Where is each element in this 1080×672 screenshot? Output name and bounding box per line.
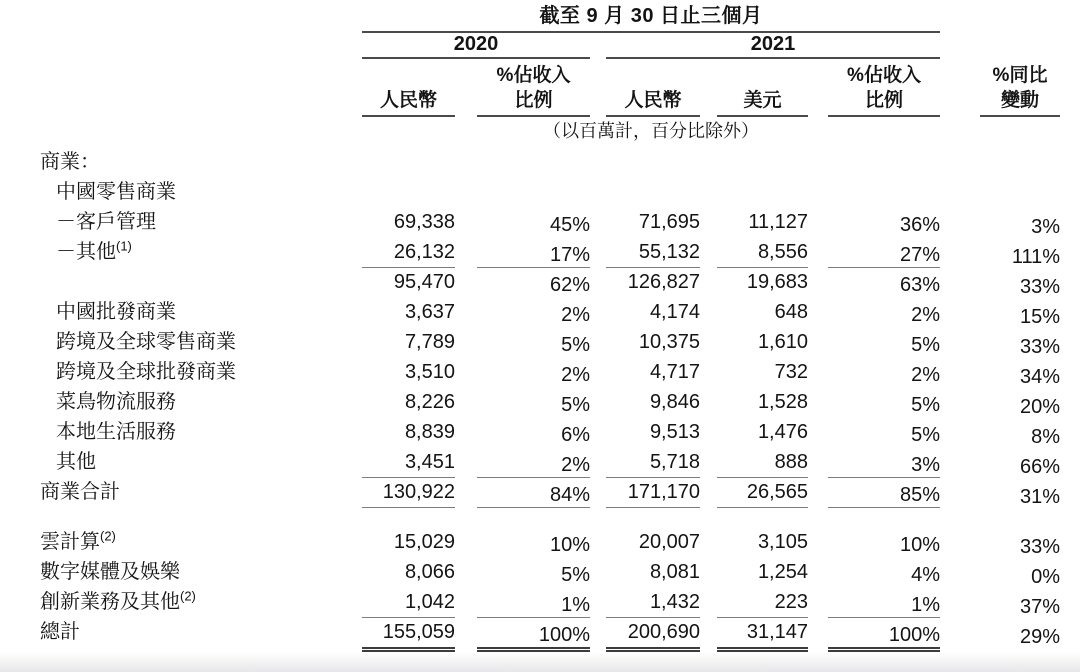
footnote-marker: (2) (100, 528, 116, 544)
cell-yoy: 33% (1019, 276, 1060, 298)
cell-pct-2020: 2% (561, 364, 590, 386)
cell-rmb-2021: 10,375 (638, 331, 700, 353)
cell-rmb-2021: 20,007 (638, 531, 700, 553)
cell-rmb-2021: 4,174 (649, 301, 700, 323)
table-row (30, 237, 1060, 267)
table-row (30, 147, 1060, 177)
cell-usd-2021: 3,105 (757, 531, 808, 553)
col-header-line2: 比例 (864, 90, 903, 111)
cell-pct-2020: 5% (561, 394, 590, 416)
table-row (30, 207, 1060, 237)
cell-usd-2021 (717, 147, 808, 177)
col-header-line2: 變動 (1000, 90, 1039, 111)
footnote-marker: (2) (180, 588, 196, 604)
revenue-table (30, 2, 1060, 647)
row-label: 總計 (40, 621, 80, 643)
col-header-line2: 人民幣 (624, 90, 682, 111)
cell-yoy: 37% (1019, 596, 1060, 618)
table-row (30, 557, 1060, 587)
year-2021-header: 2021 (606, 33, 940, 59)
cell-pct-2020: 100% (477, 617, 590, 652)
cell-rmb-2021: 8,081 (649, 561, 700, 583)
cell-pct-2021: 2% (911, 364, 940, 386)
cell-rmb-2021: 4,717 (649, 361, 700, 383)
row-label: 跨境及全球批發商業 (56, 361, 236, 383)
table-row (30, 477, 1060, 507)
row-label: 雲計算$^{(2)}$ (40, 528, 116, 553)
cell-usd-2021: 1,528 (757, 391, 808, 413)
row-label: 跨境及全球零售商業 (56, 331, 236, 353)
cell-pct-2020: 2% (561, 304, 590, 326)
cell-pct-2021: 36% (899, 214, 940, 236)
col-header-line1: %佔收入 (496, 65, 571, 86)
cell-pct-2021: 85% (828, 477, 940, 508)
cell-pct-2021: 4% (911, 564, 940, 586)
cell-rmb-2020 (362, 177, 455, 207)
cell-yoy: 31% (1019, 486, 1060, 508)
row-label: 本地生活服務 (56, 421, 176, 443)
cell-pct-2020: 2% (477, 447, 590, 478)
col-header-rmb-2020 (362, 59, 455, 117)
cell-pct-2020: 1% (477, 587, 590, 618)
column-header-row (30, 59, 1060, 117)
cell-rmb-2020: 3,510 (404, 361, 455, 383)
cell-rmb-2021 (606, 177, 700, 207)
unit-note: （以百萬計，百分比除外） (543, 121, 759, 141)
cell-rmb-2020: 155,059 (362, 617, 455, 652)
row-label: 菜鳥物流服務 (56, 391, 176, 413)
cell-pct-2020: 17% (477, 237, 590, 268)
cell-rmb-2020 (362, 147, 455, 177)
cell-usd-2021: 223 (717, 587, 808, 618)
table-header (30, 2, 1060, 33)
cell-pct-2021 (828, 147, 940, 177)
cell-yoy: 3% (1031, 216, 1060, 238)
cell-pct-2020: 84% (477, 477, 590, 508)
cell-yoy: 34% (1019, 366, 1060, 388)
row-label: 商業： (40, 151, 100, 173)
table-body (30, 147, 1060, 647)
col-header-line2: 美元 (743, 90, 782, 111)
cell-usd-2021: 888 (717, 447, 808, 478)
cell-pct-2020: 5% (561, 334, 590, 356)
cell-usd-2021: 31,147 (717, 617, 808, 652)
cell-usd-2021: 1,476 (757, 421, 808, 443)
cell-usd-2021: 732 (774, 361, 808, 383)
cell-pct-2020: 6% (561, 424, 590, 446)
cell-rmb-2020: 130,922 (362, 477, 455, 508)
cell-rmb-2021: 71,695 (638, 211, 700, 233)
unit-note-row (30, 117, 1060, 147)
cell-rmb-2021: 9,513 (649, 421, 700, 443)
cell-usd-2021: 1,254 (757, 561, 808, 583)
row-label: 商業合計 (40, 481, 120, 503)
col-header-line2: 比例 (514, 90, 553, 111)
table-row (30, 447, 1060, 477)
cell-pct-2021: 10% (899, 534, 940, 556)
cell-rmb-2020: 69,338 (393, 211, 455, 233)
cell-rmb-2021: 1,432 (606, 587, 700, 618)
cell-rmb-2020: 8,839 (404, 421, 455, 443)
cell-pct-2021: 5% (911, 334, 940, 356)
cell-pct-2021: 1% (828, 587, 940, 618)
row-label: －其他$^{(1)}$ (56, 238, 132, 263)
col-header-yoy (980, 59, 1060, 117)
cell-rmb-2020: 7,789 (404, 331, 455, 353)
cell-yoy: 111% (1011, 246, 1060, 268)
col-header-line2: 人民幣 (379, 90, 437, 111)
cell-rmb-2020: 3,637 (404, 301, 455, 323)
cell-rmb-2020: 3,451 (362, 447, 455, 478)
cell-pct-2020: 10% (549, 534, 590, 556)
row-label: 數字媒體及娛樂 (40, 561, 180, 583)
cell-pct-2020: 45% (549, 214, 590, 236)
table-row (30, 177, 1060, 207)
cell-rmb-2020: 8,066 (404, 561, 455, 583)
cell-pct-2021: 2% (911, 304, 940, 326)
page-bottom-fade (0, 652, 1080, 672)
col-header-line1: %同比 (992, 65, 1048, 86)
cell-yoy: 33% (1019, 336, 1060, 358)
cell-rmb-2021: 126,827 (627, 271, 700, 293)
cell-rmb-2020: 26,132 (362, 237, 455, 268)
cell-pct-2021: 63% (899, 274, 940, 296)
cell-rmb-2021: 9,846 (649, 391, 700, 413)
cell-usd-2021: 8,556 (717, 237, 808, 268)
cell-yoy: 66% (1019, 456, 1060, 478)
cell-usd-2021: 19,683 (746, 271, 808, 293)
table-row (30, 617, 1060, 647)
cell-yoy (980, 147, 1060, 177)
cell-yoy: 20% (1019, 396, 1060, 418)
cell-rmb-2020: 15,029 (393, 531, 455, 553)
cell-pct-2020 (477, 147, 590, 177)
table-title: 截至 9 月 30 日止三個月 (362, 2, 940, 33)
cell-pct-2021: 5% (911, 394, 940, 416)
cell-yoy (980, 177, 1060, 207)
col-header-rmb-2021 (606, 59, 700, 117)
row-label (30, 267, 362, 297)
cell-yoy: 33% (1019, 536, 1060, 558)
table-row (30, 357, 1060, 387)
cell-usd-2021: 11,127 (748, 211, 808, 233)
table-row (30, 527, 1060, 557)
cell-usd-2021: 1,610 (757, 331, 808, 353)
row-label: 其他 (56, 451, 96, 473)
cell-pct-2021: 3% (828, 447, 940, 478)
cell-pct-2021: 5% (911, 424, 940, 446)
cell-usd-2021: 648 (774, 301, 808, 323)
cell-yoy: 0% (1031, 566, 1060, 588)
cell-rmb-2020: 1,042 (362, 587, 455, 618)
cell-pct-2021: 27% (828, 237, 940, 268)
cell-rmb-2020: 8,226 (404, 391, 455, 413)
table-row (30, 327, 1060, 357)
cell-pct-2020: 5% (561, 564, 590, 586)
table-row (30, 267, 1060, 297)
footnote-marker: (1) (116, 238, 132, 254)
cell-rmb-2021: 200,690 (606, 617, 700, 652)
col-header-usd-2021 (717, 59, 808, 117)
cell-yoy: 29% (1019, 626, 1060, 648)
cell-pct-2020 (477, 177, 590, 207)
cell-rmb-2021: 5,718 (606, 447, 700, 478)
cell-rmb-2021: 55,132 (606, 237, 700, 268)
row-label: －客戶管理 (56, 211, 156, 233)
cell-usd-2021: 26,565 (717, 477, 808, 508)
row-label: 創新業務及其他$^{(2)}$ (40, 588, 196, 613)
cell-rmb-2020: 95,470 (393, 271, 455, 293)
year-group-row (30, 33, 1060, 59)
col-header-pct-2020 (477, 59, 590, 117)
cell-pct-2021: 100% (828, 617, 940, 652)
year-2020-header: 2020 (362, 33, 590, 59)
cell-yoy: 8% (1031, 426, 1060, 448)
cell-rmb-2021 (606, 147, 700, 177)
col-header-line1: %佔收入 (847, 65, 921, 86)
cell-usd-2021 (717, 177, 808, 207)
table-row (30, 297, 1060, 327)
table-row (30, 387, 1060, 417)
table-row (30, 587, 1060, 617)
row-label: 中國零售商業 (56, 181, 176, 203)
table-row (30, 417, 1060, 447)
cell-pct-2021 (828, 177, 940, 207)
cell-yoy: 15% (1019, 306, 1060, 328)
cell-pct-2020: 62% (549, 274, 590, 296)
cell-rmb-2021: 171,170 (606, 477, 700, 508)
row-spacer (30, 507, 1060, 527)
col-header-pct-2021 (828, 59, 940, 117)
row-label: 中國批發商業 (56, 301, 176, 323)
